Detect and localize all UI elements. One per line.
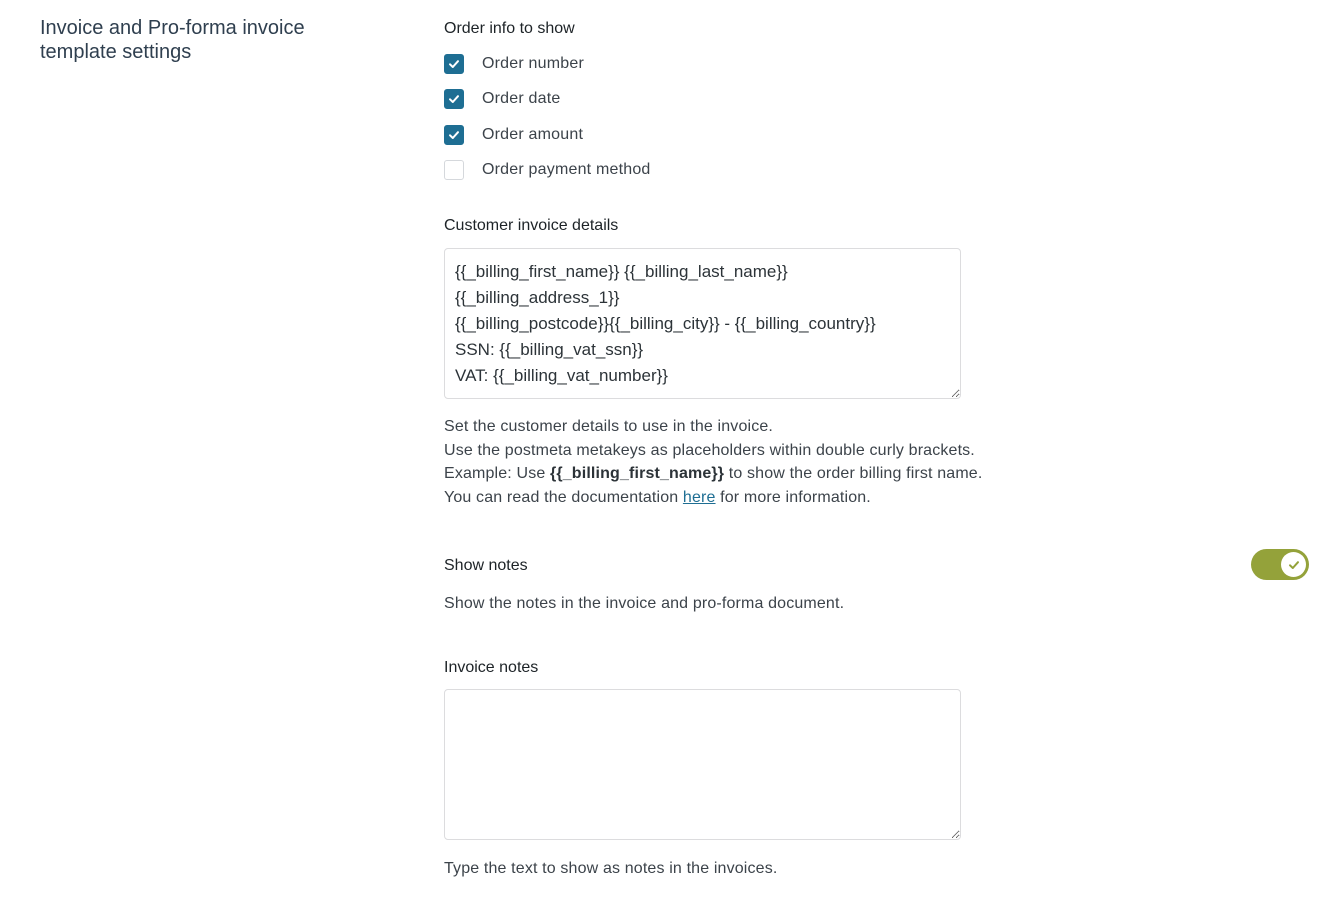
section-title: Invoice and Pro-forma invoice template settings (40, 17, 305, 63)
order-date-option[interactable] (444, 88, 560, 110)
order-number-label: Order number (482, 55, 584, 72)
order-amount-option[interactable] (444, 124, 583, 146)
check-icon (1288, 559, 1300, 571)
check-icon (448, 93, 460, 105)
show-notes-help: Show the notes in the invoice and pro-forma document. (444, 595, 845, 612)
show-notes-toggle[interactable] (1251, 549, 1309, 580)
help-line: Example: Use {{_billing_first_name}} to show the order billing first name. (444, 465, 983, 482)
toggle-knob (1281, 552, 1306, 577)
order-payment-method-label: Order payment method (482, 161, 651, 178)
invoice-notes-textarea[interactable] (444, 689, 961, 840)
invoice-notes-help: Type the text to show as notes in the invoices. (444, 860, 778, 877)
invoice-notes-label: Invoice notes (444, 659, 539, 676)
order-number-checkbox[interactable] (444, 54, 464, 74)
show-notes-label: Show notes (444, 557, 528, 574)
customer-details-textarea[interactable] (444, 248, 961, 399)
help-line: Set the customer details to use in the invoice. (444, 418, 774, 435)
placeholder-example: {{_billing_first_name}} (550, 465, 725, 482)
check-icon (448, 58, 460, 70)
help-line: Use the postmeta metakeys as placeholders within double curly brackets. (444, 441, 975, 459)
order-number-option[interactable] (444, 53, 584, 75)
order-info-label: Order info to show (444, 20, 575, 37)
order-payment-method-checkbox[interactable] (444, 160, 464, 180)
customer-details-help (444, 415, 982, 509)
order-payment-method-option[interactable] (444, 159, 651, 181)
order-date-checkbox[interactable] (444, 89, 464, 109)
customer-details-label: Customer invoice details (444, 217, 619, 234)
help-line: You can read the documentation here for more information. (444, 488, 871, 506)
check-icon (448, 129, 460, 141)
order-amount-checkbox[interactable] (444, 125, 464, 145)
order-date-label: Order date (482, 90, 561, 107)
documentation-link[interactable]: here (682, 488, 716, 506)
order-amount-label: Order amount (482, 126, 584, 143)
